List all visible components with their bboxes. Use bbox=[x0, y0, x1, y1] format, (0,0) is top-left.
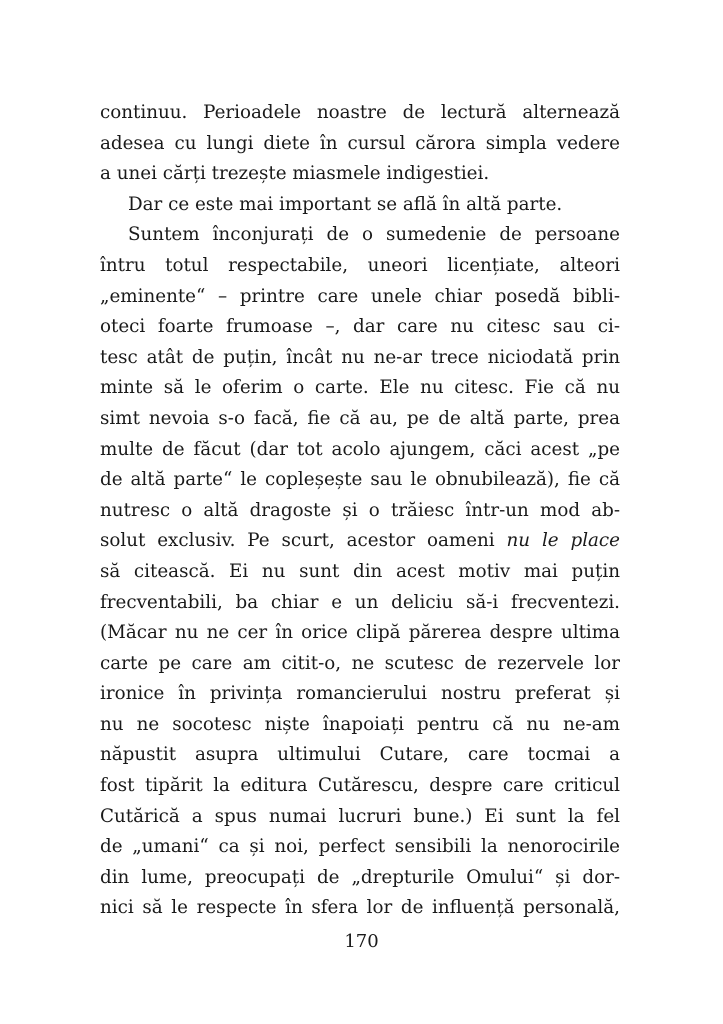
text-line: continuu. Perioadele noastre de lectură alternează bbox=[100, 102, 620, 123]
text-line: multe de făcut (dar tot acolo ajungem, căci acest „pe bbox=[100, 438, 620, 460]
text-line: (Măcar nu ne cer în orice clipă părerea despre ultima bbox=[100, 622, 620, 644]
text-line: Dar ce este mai important se află în altă parte. bbox=[128, 193, 563, 215]
paragraph-2 bbox=[100, 190, 620, 221]
text-line-with-italic bbox=[100, 526, 620, 557]
text-line: ironice în privința romancierului nostru preferat și bbox=[100, 683, 620, 705]
text-line: Suntem înconjurați de o sumedenie de persoane bbox=[128, 224, 620, 246]
text-line: de altă parte“ le copleșește sau le obnubilează), fie că bbox=[100, 469, 620, 491]
text-line: adesea cu lungi diete în cursul cărora simpla vedere bbox=[100, 132, 620, 154]
text-line: carte pe care am citit-o, ne scutesc de rezervele lor bbox=[100, 652, 620, 674]
paragraph-1 bbox=[100, 98, 620, 190]
text-line: din lume, preocupați de „drepturile Omului“ și dor- bbox=[100, 866, 620, 888]
text-line: tesc atât de puțin, încât nu ne-ar trece niciodată prin bbox=[100, 346, 620, 368]
text-line: să citească. Ei nu sunt din acest motiv mai puțin bbox=[100, 560, 620, 582]
text-line: oteci foarte frumoase –, dar care nu citesc sau ci- bbox=[100, 316, 620, 338]
text-line: simt nevoia s-o facă, fie că au, pe de altă parte, prea bbox=[100, 407, 620, 429]
text-line: nu ne socotesc niște înapoiați pentru că nu ne-am bbox=[100, 713, 620, 735]
text-line: Cutărică a spus numai lucruri bune.) Ei sunt la fel bbox=[100, 805, 620, 827]
text-line: „eminente“ – printre care unele chiar posedă bibli- bbox=[100, 285, 620, 307]
page-number: 170 bbox=[344, 931, 379, 952]
text-line: întru totul respectabile, uneori licențiate, alteori bbox=[100, 254, 620, 276]
text-line: fost tipărit la editura Cutărescu, despre care criticul bbox=[100, 775, 620, 797]
paragraph-3 bbox=[100, 220, 620, 924]
text-line: nici să le respecte în sfera lor de influență personală, bbox=[100, 897, 620, 919]
text-line: minte să le oferim o carte. Ele nu citesc. Fie că nu bbox=[100, 377, 620, 399]
text-segment: solut exclusiv. Pe scurt, acestor oameni bbox=[100, 530, 507, 552]
text-line: de „umani“ ca și noi, perfect sensibili la nenorocirile bbox=[100, 836, 620, 858]
text-line: nutresc o altă dragoste și o trăiesc într-un mod ab- bbox=[100, 499, 620, 521]
italic-phrase: nu le place bbox=[506, 530, 620, 552]
page-body bbox=[100, 98, 620, 924]
text-line: năpustit asupra ultimului Cutare, care tocmai a bbox=[100, 744, 620, 766]
text-line: frecventabili, ba chiar e un deliciu să-i frecventezi. bbox=[100, 591, 620, 613]
text-line: a unei cărți trezește miasmele indigestiei. bbox=[100, 163, 490, 185]
